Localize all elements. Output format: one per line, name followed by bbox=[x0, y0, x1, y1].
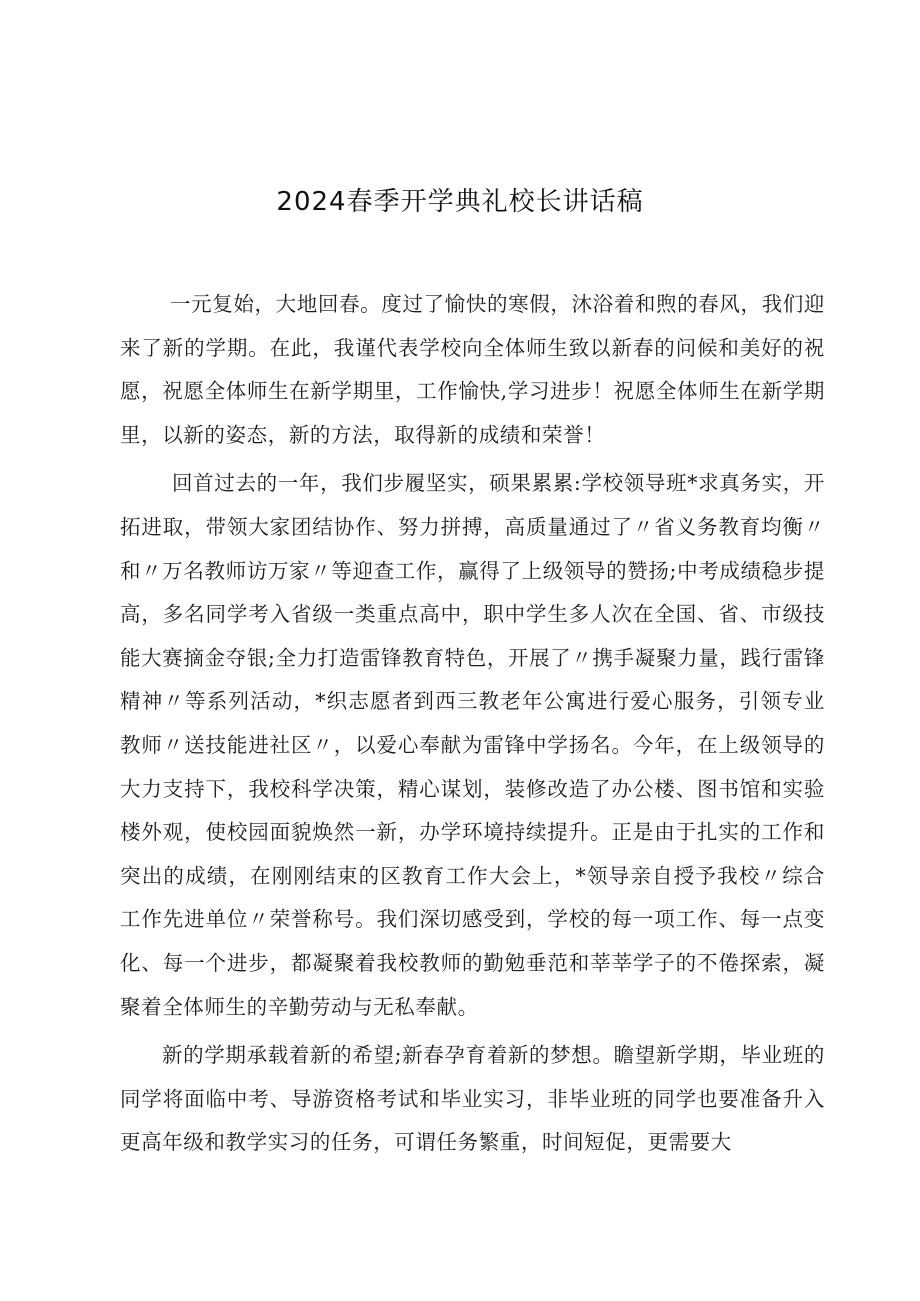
paragraph-greeting: 一元复始，大地回春。度过了愉快的寒假，沐浴着和煦的春风，我们迎来了新的学期。在此，我谨代表学校向全体师生致以新春的问候和美好的祝愿，祝愿全体师生在新学期里，工作愉快,学习进步！祝愿全体师生在新学期里，以新的姿态，新的方法，取得新的成绩和荣誉！ bbox=[120, 292, 825, 447]
document-title: 2024春季开学典礼校长讲话稿 bbox=[276, 187, 644, 217]
paragraph-review: 回首过去的一年，我们步履坚实，硕果累累:学校领导班*求真务实，开拓进取，带领大家团结协作、努力拼搏，高质量通过了〃省义务教育均衡〃和〃万名教师访万家〃等迎查工作，赢得了上级领导的赞扬;中考成绩稳步提高，多名同学考入省级一类重点高中，职中学生多人次在全国、省、市级技能大赛摘金夺银;全力打造雷锋教育特色，开展了〃携手凝聚力量，践行雷锋精神〃等系列活动，*织志愿者到西三教老年公寓进行爱心服务，引领专业教师〃送技能进社区〃，以爱心奉献为雷锋中学扬名。今年，在上级领导的大力支持下，我校科学决策，精心谋划，装修改造了办公楼、图书馆和实验楼外观，使校园面貌焕然一新，办学环境持续提升。正是由于扎实的工作和突出的成绩，在刚刚结束的区教育工作大会上，*领导亲自授予我校〃综合工作先进单位〃荣誉称号。我们深切感受到，学校的每一项工作、每一点变化、每一个进步，都凝聚着我校教师的勤勉垂范和莘莘学子的不倦探索，凝聚着全体师生的辛勤劳动与无私奉献。 bbox=[120, 471, 825, 1019]
document-body bbox=[120, 283, 825, 1170]
paragraph-new-semester: 新的学期承载着新的希望;新春孕育着新的梦想。瞻望新学期，毕业班的同学将面临中考、导游资格考试和毕业实习，非毕业班的同学也要准备升入更高年级和教学实习的任务，可谓任务繁重，时间短促，更需要大 bbox=[120, 1043, 825, 1155]
